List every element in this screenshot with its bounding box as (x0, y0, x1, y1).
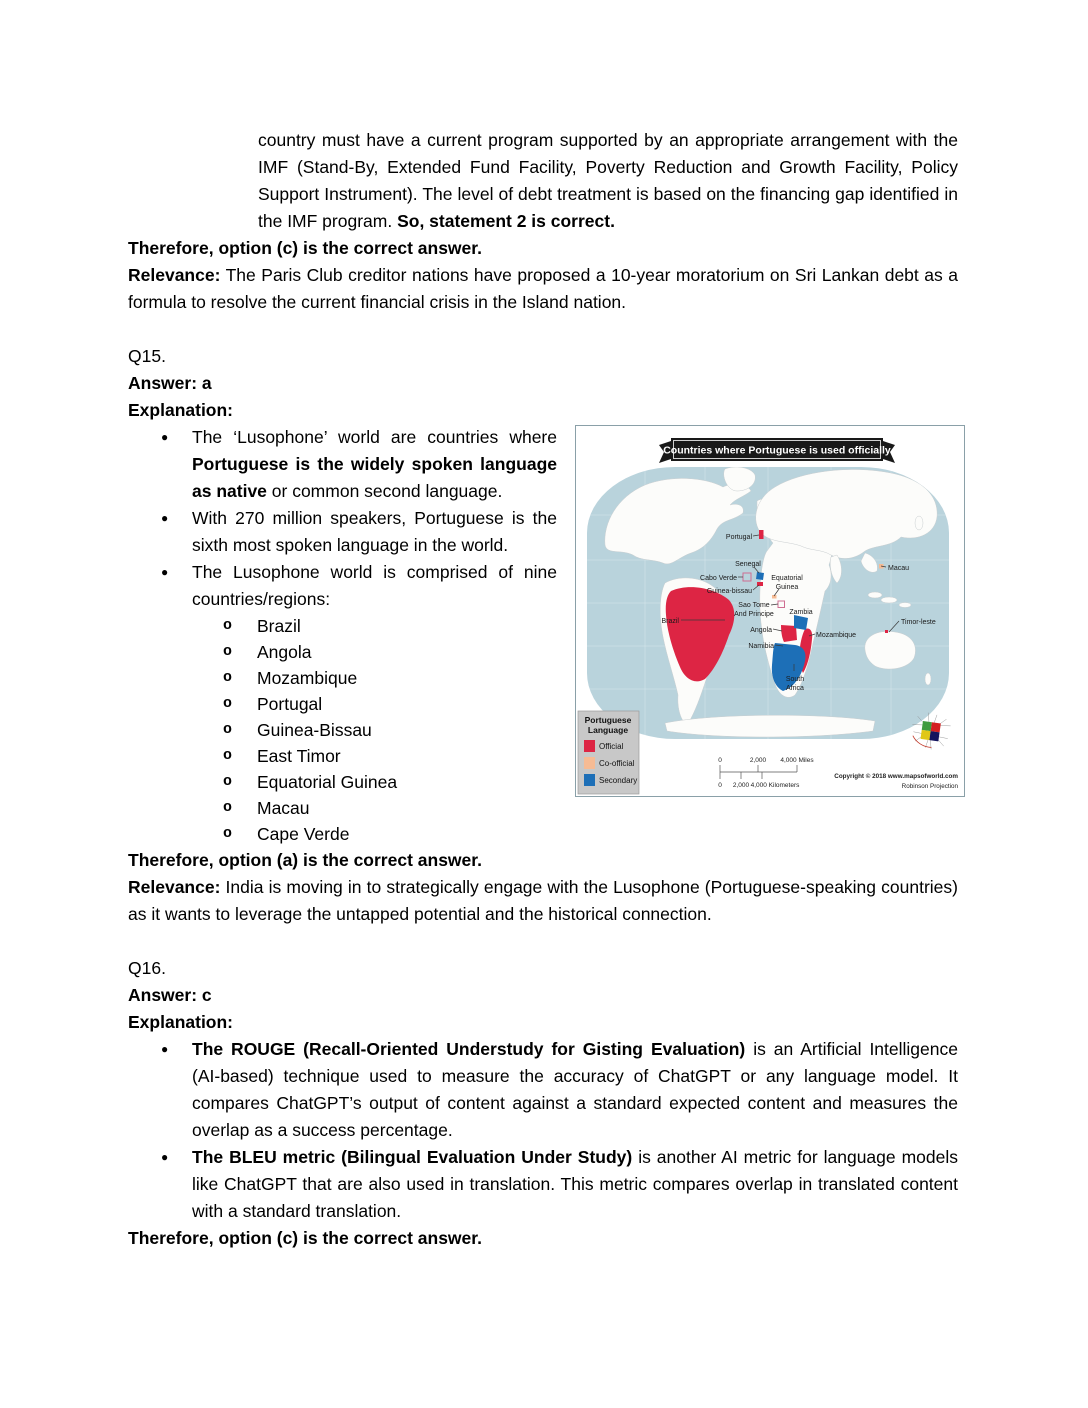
lusophone-country-item (128, 795, 557, 821)
q15-therefore-line: Therefore, option (a) is the correct answer. (128, 850, 482, 870)
portuguese-language-map (575, 425, 965, 797)
legend-label-co-official: Co-official (599, 759, 635, 768)
circle-bullet-icon: o (223, 825, 233, 842)
circle-bullet-icon: o (223, 773, 233, 790)
label-brazil: Brazil (661, 618, 679, 625)
country-name: Guinea-Bissau (257, 720, 372, 740)
country-name: Mozambique (257, 668, 358, 688)
bullet-icon: ● (161, 511, 169, 525)
q14-therefore-line: Therefore, option (c) is the correct answer. (128, 238, 482, 258)
circle-bullet-icon: o (223, 669, 233, 686)
q15-number: Q15. (128, 346, 166, 366)
q16-number: Q16. (128, 958, 166, 978)
q15-bullet-1 (128, 424, 557, 505)
country-name: Cape Verde (257, 824, 350, 844)
q15-bullet1-bold: Portuguese is the widely spoken language as native (192, 454, 557, 501)
lusophone-country-item (128, 821, 557, 847)
lusophone-country-item (128, 743, 557, 769)
country-name: East Timor (257, 746, 341, 766)
legend-label-secondary: Secondary (599, 776, 638, 785)
label-portugal: Portugal (725, 534, 752, 541)
q16-bullet1-bold: The ROUGE (Recall-Oriented Understudy for Gisting Evaluation) (192, 1039, 746, 1059)
legend-label-official: Official (599, 742, 624, 751)
q15-bullet1-post: or common second language. (271, 481, 503, 501)
country-name: Macau (257, 798, 310, 818)
scale-km-4000: 4,000 Kilometers (750, 782, 800, 789)
scale-miles-0: 0 (718, 757, 722, 764)
relevance-label: Relevance: (128, 265, 221, 285)
lusophone-country-item (128, 691, 557, 717)
q15-bullet1-pre: The ‘Lusophone’ world are countries where (192, 427, 557, 447)
label-equatorial-guinea-2: Guinea (775, 584, 799, 591)
lusophone-country-item (128, 613, 557, 639)
legend-swatch-official (584, 740, 595, 752)
label-south-africa: South (785, 676, 805, 683)
circle-bullet-icon: o (223, 721, 233, 738)
scale-miles-4000: 4,000 Miles (780, 757, 814, 764)
lusophone-country-item (128, 639, 557, 665)
legend-swatch-co-official (584, 757, 595, 769)
circle-bullet-icon: o (223, 747, 233, 764)
map-title-banner (659, 438, 895, 463)
q16-therefore-line: Therefore, option (c) is the correct answer. (128, 1228, 482, 1248)
circle-bullet-icon: o (223, 617, 233, 634)
legend-title-2: Language (587, 725, 629, 735)
lusophone-country-item (128, 665, 557, 691)
q14-body-text: country must have a current program supported by an appropriate arrangement with the IMF (Stand-By, Extended Fund Facility, Poverty Reduction and Growth Facility, Policy Support Instrument). The level of debt treatment is based on the financing gap identified in the IMF program. (258, 130, 958, 231)
legend-title: Portuguese (584, 715, 632, 725)
q16-bullet2-text: is another AI metric for language models like ChatGPT that are also used in translation. This metric compares overlap in translated content with a standard translation. (192, 1147, 958, 1221)
lusophone-country-item (128, 717, 557, 743)
label-mozambique: Mozambique (816, 632, 857, 639)
country-name: Portugal (257, 694, 323, 714)
country-name: Brazil (257, 616, 301, 636)
label-equatorial-guinea: Equatorial (771, 575, 803, 582)
q16-answer: Answer: c (128, 985, 212, 1005)
bullet-icon: ● (161, 565, 169, 579)
q16-bullet-2 (128, 1144, 958, 1225)
label-south-africa-2: Africa (786, 685, 804, 692)
q15-explanation-label: Explanation: (128, 400, 234, 420)
q15-bullet-list (128, 424, 557, 847)
q15-bullet-2 (128, 505, 557, 559)
relevance-label: Relevance: (128, 877, 221, 897)
label-sao-tome: Sao Tome (738, 602, 770, 609)
label-guinea-bissau: Guinea-bissau (706, 588, 752, 595)
q16-bullet1-text: is an Artificial Intelligence (AI-based) technique used to measure the accuracy of ChatGPT or any language model. It compares ChatGPT’s output of content against a standard expected content and measures the overlap as a success percentage. (192, 1039, 958, 1140)
label-zambia: Zambia (789, 609, 813, 616)
label-senegal: Senegal (735, 561, 761, 568)
q15-bullet-3 (128, 559, 557, 613)
circle-bullet-icon: o (223, 799, 233, 816)
spacer (128, 316, 958, 343)
scale-km-0: 0 (718, 782, 722, 789)
legend-swatch-secondary (584, 774, 595, 786)
label-sao-tome-2: And Principe (734, 611, 774, 618)
q14-body-bold: So, statement 2 is correct. (397, 211, 615, 231)
label-namibia: Namibia (748, 643, 774, 650)
label-macau: Macau (888, 565, 910, 572)
circle-bullet-icon: o (223, 643, 233, 660)
label-angola: Angola (750, 627, 772, 634)
q15-relevance-paragraph (128, 874, 958, 928)
spacer (128, 928, 958, 955)
q15-bullet3-text: The Lusophone world is comprised of nine countries/regions: (192, 562, 557, 609)
q14-relevance-paragraph (128, 262, 958, 316)
q16-bullet2-bold: The BLEU metric (Bilingual Evaluation Under Study) (192, 1147, 633, 1167)
q14-relevance-text: The Paris Club creditor nations have proposed a 10-year moratorium on Sri Lankan debt as a formula to resolve the current financial crisis in the Island nation. (128, 265, 958, 312)
lusophone-country-item (128, 769, 557, 795)
map-projection-note: Robinson Projection (901, 783, 958, 790)
label-cabo-verde: Cabo Verde (700, 575, 737, 582)
label-timor-leste: Timor-leste (901, 619, 936, 626)
bullet-icon: ● (161, 430, 169, 444)
q15-bullet2-text: With 270 million speakers, Portuguese is the sixth most spoken language in the world. (192, 508, 557, 555)
q16-bullet-1 (128, 1036, 958, 1144)
q14-body-paragraph (258, 127, 958, 235)
q15-answer: Answer: a (128, 373, 212, 393)
map-title: Countries where Portuguese is used officially (663, 444, 891, 457)
map-copyright: Copyright © 2018 www.mapsofworld.com (834, 773, 958, 780)
bullet-icon: ● (161, 1042, 169, 1056)
country-name: Equatorial Guinea (257, 772, 398, 792)
scale-km-2000: 2,000 (732, 782, 750, 789)
map-legend (578, 711, 639, 794)
scale-miles-2000: 2,000 (749, 757, 767, 764)
country-name: Angola (257, 642, 312, 662)
q16-explanation-label: Explanation: (128, 1012, 234, 1032)
bullet-icon: ● (161, 1150, 169, 1164)
q15-relevance-text: India is moving in to strategically engage with the Lusophone (Portuguese-speaking countries) as it wants to leverage the untapped potential and the historical connection. (128, 877, 958, 924)
circle-bullet-icon: o (223, 695, 233, 712)
